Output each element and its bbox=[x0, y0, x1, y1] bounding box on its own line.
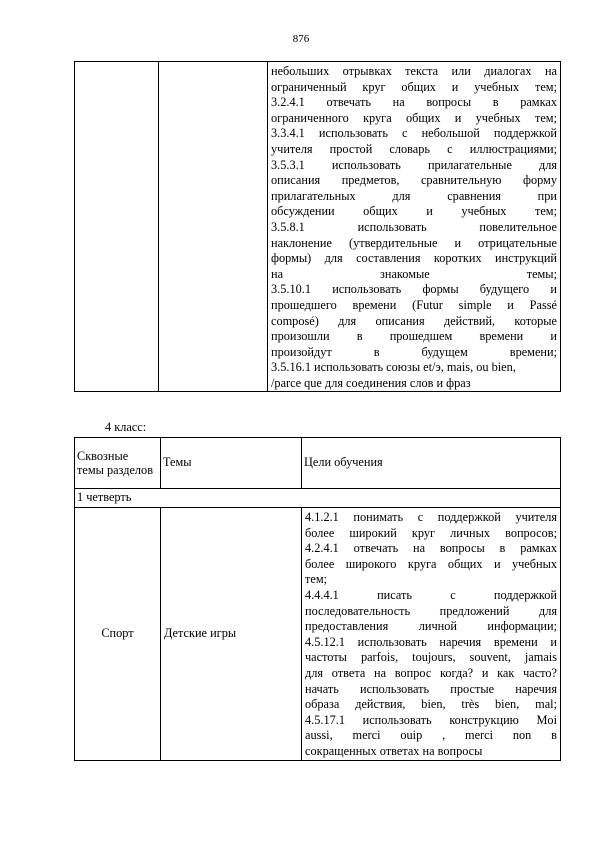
goal-line: произошли в прошедшем времени и bbox=[271, 329, 557, 344]
goal-line: образа действия, bien, très bien, mal; bbox=[305, 697, 557, 712]
goal-line: прилагательных для сравнения при bbox=[271, 188, 557, 203]
goal-line: небольших отрывках текста или диалогах на bbox=[271, 64, 557, 78]
goal-line: 3.5.10.1 использовать формы будущего и bbox=[271, 282, 557, 297]
goal-line: формы) для составления коротких инструкций bbox=[271, 251, 557, 266]
goal-line: 3.5.8.1 использовать повелительное bbox=[271, 219, 557, 234]
goal-line: 3.5.16.1 использовать союзы et/э, mais, ou bien, bbox=[271, 360, 516, 375]
goal-line: ограниченного круга общих и учебных тем; bbox=[271, 110, 557, 125]
goal-line: /parce que для соединения слов и фраз bbox=[271, 375, 471, 390]
goal-line: частоты parfois, toujours, souvent, jamais bbox=[305, 650, 557, 665]
goal-line: ограниченный круг общих и учебных тем; bbox=[271, 79, 557, 94]
quarter-label: 1 четверть bbox=[75, 489, 561, 508]
goals-list bbox=[271, 64, 557, 391]
grade4-table bbox=[74, 437, 561, 761]
goal-line: описания предметов, сравнительную форму bbox=[271, 173, 557, 188]
goal-line: более широкий круг личных вопросов; bbox=[305, 525, 557, 540]
goal-line: aussi, merci ouip , merci non в bbox=[305, 728, 557, 743]
goal-line: 4.5.17.1 использовать конструкцию Moi bbox=[305, 712, 557, 727]
goal-line: учителя простой словарь с иллюстрациями; bbox=[271, 141, 557, 156]
table-row bbox=[75, 508, 561, 761]
header-goals: Цели обучения bbox=[302, 438, 561, 489]
goals-list bbox=[305, 510, 557, 760]
empty-section-cell bbox=[75, 62, 159, 392]
goal-line: предоставления личной информации; bbox=[305, 619, 557, 634]
header-topics: Темы bbox=[161, 438, 302, 489]
goal-line: начать использовать простые наречия bbox=[305, 681, 557, 696]
goal-line: 4.4.4.1 писать с поддержкой bbox=[305, 587, 557, 602]
goal-line: более широкого круга общих и учебных bbox=[305, 556, 557, 571]
goal-line: наклонение (утвердительные и отрицательные bbox=[271, 235, 557, 250]
goal-line: 3.3.4.1 использовать с небольшой поддержкой bbox=[271, 126, 557, 141]
goal-line: последовательность предложений для bbox=[305, 603, 557, 618]
goal-line: прошедшего времени (Futur simple и Passé bbox=[271, 297, 557, 312]
topic-cell: Детские игры bbox=[161, 508, 302, 761]
goal-line: 3.5.3.1 использовать прилагательные для bbox=[271, 157, 557, 172]
goals-cell bbox=[302, 508, 561, 761]
goal-line: произойдут в будущем времени; bbox=[271, 344, 557, 359]
empty-topic-cell bbox=[159, 62, 268, 392]
goal-line: 4.5.12.1 использовать наречия времени и bbox=[305, 634, 557, 649]
class-label: 4 класс: bbox=[105, 420, 147, 434]
goal-line: на знакомые темы; bbox=[271, 266, 557, 281]
page-number: 876 bbox=[292, 33, 310, 45]
goal-line: 4.1.2.1 понимать с поддержкой учителя bbox=[305, 510, 557, 524]
goals-cell bbox=[268, 62, 561, 392]
goal-line: 4.2.4.1 отвечать на вопросы в рамках bbox=[305, 541, 557, 556]
header-row bbox=[75, 438, 561, 489]
goal-line: 3.2.4.1 отвечать на вопросы в рамках bbox=[271, 95, 557, 110]
goal-line: обсуждении общих и учебных тем; bbox=[271, 204, 557, 219]
header-sections: Сквозные темы разделов bbox=[75, 438, 161, 489]
section-cell: Спорт bbox=[75, 508, 161, 761]
goal-line: composé) для описания действий, которые bbox=[271, 313, 557, 328]
goal-line: сокращенных ответах на вопросы bbox=[305, 743, 483, 758]
goal-line: для ответа на вопрос когда? и как часто? bbox=[305, 665, 557, 680]
continued-table bbox=[74, 61, 561, 392]
quarter-row bbox=[75, 489, 561, 508]
goal-line: тем; bbox=[305, 572, 328, 587]
